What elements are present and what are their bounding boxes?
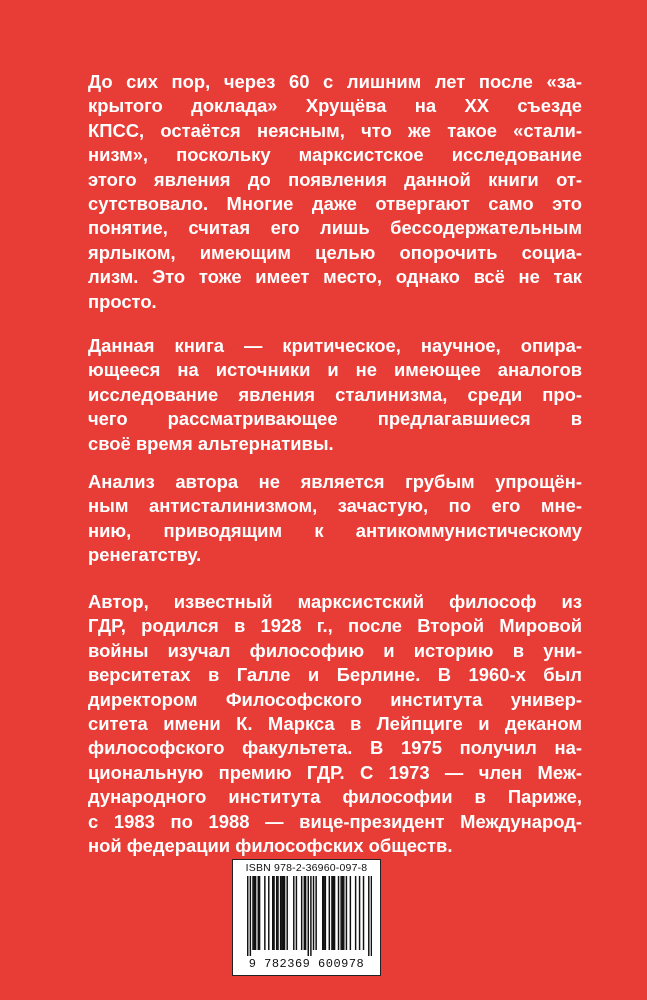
barcode-bar: [350, 876, 351, 950]
text-line: Автор, известный марксистский философ из: [88, 591, 582, 612]
barcode-bar: [254, 876, 255, 950]
barcode-bar: [301, 876, 302, 950]
text-line: циональную премию ГДР. С 1973 — член Меж-: [88, 761, 582, 783]
barcode-bar: [313, 876, 314, 950]
barcode-digits: 9 782369 600978: [248, 957, 365, 971]
barcode-bar: [329, 876, 330, 950]
isbn-barcode: [232, 859, 381, 976]
barcode-bar: [281, 876, 282, 950]
text-line: философского факультета. В 1975 получил на-: [88, 737, 582, 759]
barcode-bar: [259, 876, 260, 950]
barcode-bar: [342, 876, 343, 950]
barcode-bar: [268, 876, 269, 950]
text-line: лизм. Это тоже имеет место, однако всё не так: [88, 266, 582, 288]
barcode-bar: [293, 876, 294, 950]
barcode-bar: [286, 876, 287, 950]
text-line: сутствовало. Многие даже отвергают само это: [88, 193, 582, 215]
barcode-bar: [308, 876, 309, 956]
barcode-bar: [305, 876, 306, 950]
barcode-bar: [338, 876, 339, 950]
barcode-bar: [323, 876, 324, 950]
barcode-bar: [283, 876, 284, 950]
barcode-bar: [333, 876, 334, 950]
text-line: своё время альтернативы.: [88, 432, 334, 454]
barcode-bar: [296, 876, 297, 950]
text-line: До сих пор, через 60 с лишним лет после «за-: [88, 71, 582, 92]
description-paragraph-1: [88, 70, 582, 314]
barcode-bars: [243, 876, 372, 956]
text-line: низм», поскольку марксистское исследование: [88, 144, 582, 166]
text-line: директором Философского института универ-: [88, 688, 582, 710]
barcode-bar: [368, 876, 369, 956]
text-line: исследование явления сталинизма, среди про-: [88, 383, 582, 405]
text-line: ренегатству.: [88, 544, 202, 566]
text-line: нию, приводящим к антикоммунистическому: [88, 519, 582, 541]
barcode-bar: [325, 876, 326, 950]
text-line: ющееся на источники и не имеющее аналогов: [88, 359, 582, 381]
text-line: Данная книга — критическое, научное, опира-: [88, 335, 582, 356]
barcode-bar: [255, 876, 256, 950]
text-line: ярлыком, имеющим целью опорочить социа-: [88, 241, 582, 263]
text-line: войны изучал философию и историю в уни-: [88, 639, 582, 661]
text-line: этого явления до появления данной книги от-: [88, 168, 582, 190]
text-line: чего рассматривающее предлагавшиеся в: [88, 408, 582, 430]
barcode-bar: [331, 876, 332, 950]
barcode-bar: [273, 876, 274, 950]
text-line: КПСС, остаётся неясным, что же такое «стали-: [88, 119, 582, 141]
author-bio-paragraph: [88, 590, 582, 858]
text-line: ситета имени К. Маркса в Лейпциге и деканом: [88, 713, 582, 735]
barcode-bar: [334, 876, 335, 950]
barcode-bar: [280, 876, 281, 950]
text-line: ГДР, родился в 1928 г., после Второй Мировой: [88, 615, 582, 637]
isbn-label: ISBN 978-2-36960-097-8: [245, 862, 368, 874]
barcode-bar: [371, 876, 372, 956]
barcode-bar: [346, 876, 347, 950]
barcode-bar: [304, 876, 305, 950]
barcode-bar: [272, 876, 273, 950]
text-line: просто.: [88, 290, 157, 312]
text-line: верситетах в Галле и Берлине. В 1960-х был: [88, 664, 582, 686]
text-line: Анализ автора не является грубым упрощён-: [88, 471, 582, 492]
barcode-bar: [310, 876, 311, 956]
barcode-bar: [284, 876, 285, 950]
barcode-bar: [258, 876, 259, 950]
text-line: понятие, считая его лишь бессодержательным: [88, 217, 582, 239]
description-paragraph-3: [88, 470, 582, 568]
barcode-bar: [343, 876, 344, 950]
text-line: ным антисталинизмом, зачастую, по его мне-: [88, 495, 582, 517]
barcode-bar: [340, 876, 341, 950]
barcode-bar: [355, 876, 356, 950]
barcode-bar: [363, 876, 364, 950]
text-line: с 1983 по 1988 — вице-президент Международ-: [88, 810, 582, 832]
barcode-bar: [277, 876, 278, 950]
text-line: крытого доклада» Хрущёва на XX съезде: [88, 95, 582, 117]
barcode-bar: [276, 876, 277, 950]
description-paragraph-2: [88, 334, 582, 456]
barcode-bar: [264, 876, 265, 950]
text-line: дународного института философии в Париже,: [88, 786, 582, 808]
barcode-bar: [322, 876, 323, 950]
text-line: ной федерации философских обществ.: [88, 835, 453, 857]
barcode-bar: [315, 876, 316, 950]
barcode-bar: [359, 876, 360, 950]
barcode-bar: [247, 876, 248, 956]
barcode-bar: [250, 876, 251, 956]
barcode-bar: [252, 876, 253, 950]
